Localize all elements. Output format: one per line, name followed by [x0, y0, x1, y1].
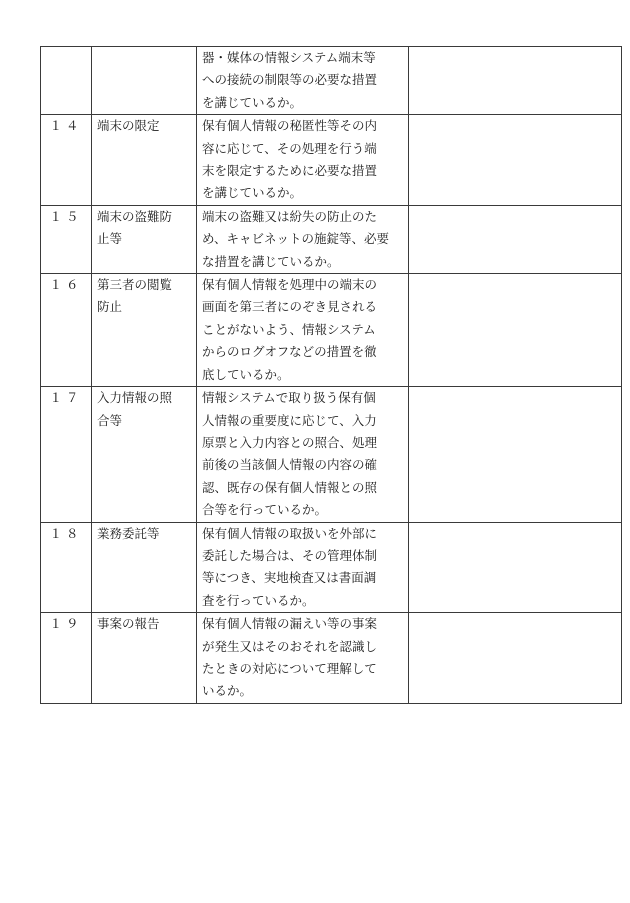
check-content-line: 保有個人情報の漏えい等の事案: [202, 616, 378, 632]
check-content-line: 保有個人情報の秘匿性等その内: [202, 118, 378, 134]
item-name-cell: [92, 115, 197, 206]
check-content-cell: [197, 115, 409, 206]
table-row: [41, 47, 622, 115]
item-name-line: 端末の限定: [97, 118, 160, 134]
item-name-line: 合等: [97, 412, 123, 428]
item-name-line: 入力情報の照: [97, 390, 173, 406]
item-number: １５: [41, 205, 92, 273]
check-content-cell: [197, 47, 409, 115]
item-number: １８: [41, 522, 92, 613]
check-content-line: いるか。: [202, 683, 253, 699]
item-name-line: 端末の盗難防: [97, 208, 173, 224]
check-content-cell: [197, 613, 409, 704]
check-content-line: 容に応じて、その処理を行う端: [202, 140, 377, 156]
check-content-line: 認、既存の保有個人情報との照: [202, 479, 378, 495]
item-name-cell: [92, 387, 197, 522]
check-content-line: が発生又はそのおそれを認識し: [202, 638, 378, 654]
item-name-line: 事案の報告: [97, 616, 160, 632]
result-cell[interactable]: [409, 387, 622, 522]
item-name-cell: [92, 47, 197, 115]
check-content-line: からのログオフなどの措置を徹: [202, 344, 377, 360]
table-row: [41, 522, 622, 613]
item-name-line: 業務委託等: [97, 525, 160, 541]
check-content-line: め、キャビネットの施錠等、必要: [202, 231, 390, 247]
checklist-table: [40, 46, 622, 704]
check-content-line: 原票と入力内容との照合、処理: [202, 434, 378, 450]
check-content-line: 委託した場合は、その管理体制: [202, 547, 378, 563]
check-content-line: 人情報の重要度に応じて、入力: [202, 412, 377, 428]
check-content-cell: [197, 387, 409, 522]
check-content-line: への接続の制限等の必要な措置: [202, 72, 378, 88]
item-name-cell: [92, 613, 197, 704]
item-number: １９: [41, 613, 92, 704]
table-row: [41, 613, 622, 704]
result-cell[interactable]: [409, 205, 622, 273]
check-content-line: な措置を講じているか。: [202, 253, 340, 269]
result-cell[interactable]: [409, 274, 622, 387]
item-name-line: 防止: [97, 299, 123, 315]
check-content-cell: [197, 205, 409, 273]
check-content-line: 端末の盗難又は紛失の防止のた: [202, 208, 378, 224]
item-number: [41, 47, 92, 115]
check-content-line: たときの対応について理解して: [202, 660, 377, 676]
check-content-line: 保有個人情報を処理中の端末の: [202, 277, 378, 293]
item-name-cell: [92, 274, 197, 387]
table-row: [41, 205, 622, 273]
result-cell[interactable]: [409, 613, 622, 704]
result-cell[interactable]: [409, 115, 622, 206]
table-row: [41, 387, 622, 522]
check-content-line: 画面を第三者にのぞき見される: [202, 299, 378, 315]
item-number: １４: [41, 115, 92, 206]
check-content-line: ことがないよう、情報システム: [202, 321, 376, 337]
checklist-body: [41, 47, 622, 704]
check-content-cell: [197, 522, 409, 613]
table-row: [41, 274, 622, 387]
item-name-line: 第三者の閲覧: [97, 277, 173, 293]
check-content-line: 等につき、実地検査又は書面調: [202, 570, 377, 586]
result-cell[interactable]: [409, 47, 622, 115]
item-number: １７: [41, 387, 92, 522]
check-content-line: 合等を行っているか。: [202, 502, 328, 518]
check-content-line: 前後の当該個人情報の内容の確: [202, 457, 378, 473]
item-name-line: 止等: [97, 231, 123, 247]
check-content-line: 底しているか。: [202, 366, 290, 382]
item-name-cell: [92, 522, 197, 613]
check-content-line: を講じているか。: [202, 185, 303, 201]
result-cell[interactable]: [409, 522, 622, 613]
check-content-line: を講じているか。: [202, 94, 303, 110]
table-row: [41, 115, 622, 206]
check-content-line: 末を限定するために必要な措置: [202, 163, 378, 179]
item-number: １６: [41, 274, 92, 387]
check-content-line: 査を行っているか。: [202, 592, 315, 608]
check-content-line: 情報システムで取り扱う保有個: [202, 390, 376, 406]
check-content-cell: [197, 274, 409, 387]
check-content-line: 保有個人情報の取扱いを外部に: [202, 525, 378, 541]
check-content-line: 器・媒体の情報システム端末等: [202, 50, 376, 65]
item-name-cell: [92, 205, 197, 273]
